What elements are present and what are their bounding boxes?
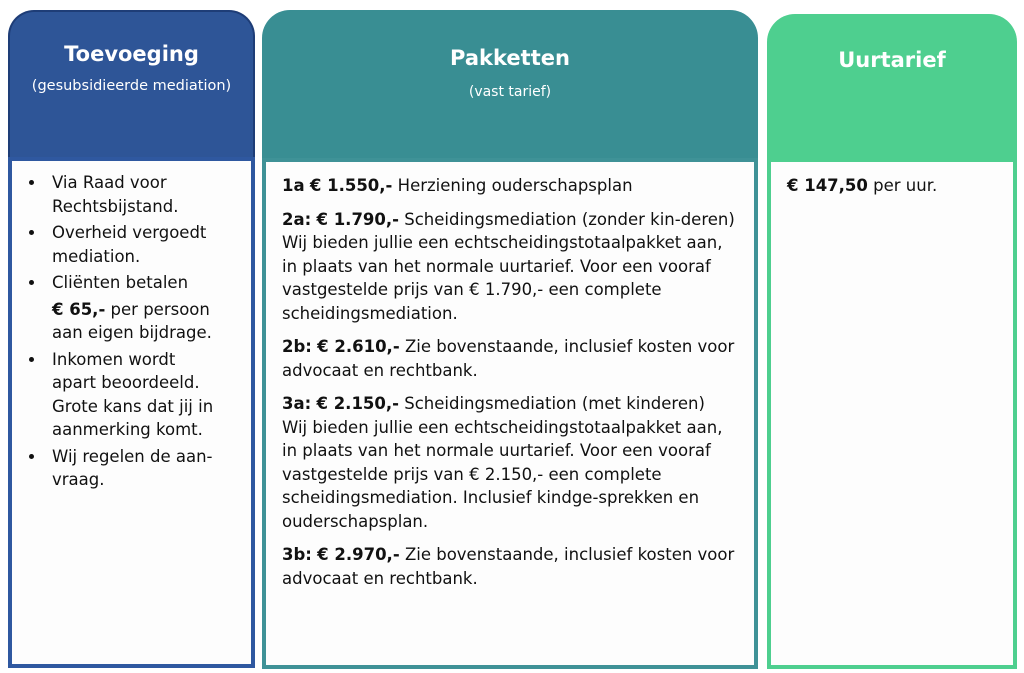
package-code: 1a xyxy=(282,176,305,195)
package-price: € 2.970,- xyxy=(317,545,400,564)
item-line: mediation. xyxy=(52,246,141,266)
toevoeging-subtitle: (gesubsidieerde mediation) xyxy=(31,78,232,94)
package-code: 2a: xyxy=(282,209,312,229)
package-2a xyxy=(282,208,742,326)
pakketten-header xyxy=(262,10,758,162)
package-code: 3a: xyxy=(282,394,312,413)
package-description: Zie bovenstaande, inclusief kosten voor advocaat en rechtbank. xyxy=(282,545,735,588)
hourly-rate-unit: per uur. xyxy=(867,176,938,195)
package-details: Wij bieden jullie een echtscheidingstotaalpakket aan, in plaats van het normale uurtarief. Voor een vooraf vastgestelde prijs van € 2.150,- een complete scheidingsmediation. Inclusief kindge-sprekken en ouderschapsplan. xyxy=(282,417,723,531)
item-line: aan eigen bijdrage. xyxy=(52,323,212,342)
package-price: € 1.790,- xyxy=(316,209,400,229)
uurtarief-title: Uurtarief xyxy=(838,48,946,72)
package-3a xyxy=(282,392,742,533)
package-description: Scheidingsmediation (met kinderen) xyxy=(404,394,705,413)
item-line: Inkomen wordt xyxy=(52,349,176,369)
package-price: € 1.550,- xyxy=(309,176,393,195)
item-line: Wij regelen de aan- xyxy=(52,446,213,466)
item-line: per persoon xyxy=(105,299,210,319)
item-line: Grote kans dat jij in xyxy=(52,396,214,416)
package-description: Zie bovenstaande, inclusief kosten voor advocaat en rechtbank. xyxy=(282,337,735,380)
package-description: Herziening ouderschapsplan xyxy=(397,176,633,195)
list-item xyxy=(52,221,251,268)
item-line: Via Raad voor xyxy=(52,173,167,192)
pakketten-subtitle: (vast tarief) xyxy=(468,84,552,100)
toevoeging-body xyxy=(8,157,255,668)
package-3b xyxy=(282,543,742,590)
item-line: vraag. xyxy=(52,470,105,489)
package-price: € 2.150,- xyxy=(316,394,400,413)
pakketten-title: Pakketten xyxy=(450,46,570,70)
pakketten-body xyxy=(262,158,758,669)
toevoeging-title: Toevoeging xyxy=(64,42,199,66)
own-contribution-price: € 65,- xyxy=(52,299,106,319)
package-1a xyxy=(282,174,742,198)
package-code: 2b: xyxy=(282,337,312,356)
list-item xyxy=(52,445,251,492)
list-item xyxy=(52,348,251,442)
package-description: Scheidingsmediation (zonder kin-deren) xyxy=(404,209,735,229)
item-line: Overheid vergoedt xyxy=(52,223,207,242)
package-price: € 2.610,- xyxy=(317,337,400,356)
hourly-rate xyxy=(787,176,1013,195)
uurtarief-header xyxy=(767,14,1017,161)
package-code: 3b: xyxy=(282,545,312,564)
uurtarief-body xyxy=(767,158,1017,669)
item-line: Cliënten betalen xyxy=(52,273,189,292)
hourly-rate-price: € 147,50 xyxy=(787,176,868,195)
toevoeging-header xyxy=(8,10,255,160)
list-item xyxy=(52,171,251,218)
item-line: apart beoordeeld. xyxy=(52,373,200,392)
list-item xyxy=(52,271,251,345)
item-line: Rechtsbijstand. xyxy=(52,196,179,216)
package-details: Wij bieden jullie een echtscheidingstotaalpakket aan, in plaats van het normale uurtarief. Voor een vooraf vastgestelde prijs van € 1.790,- een complete scheidingsmediation. xyxy=(282,233,723,323)
item-line: aanmerking komt. xyxy=(52,420,203,439)
package-2b xyxy=(282,335,742,382)
toevoeging-list xyxy=(12,171,251,492)
